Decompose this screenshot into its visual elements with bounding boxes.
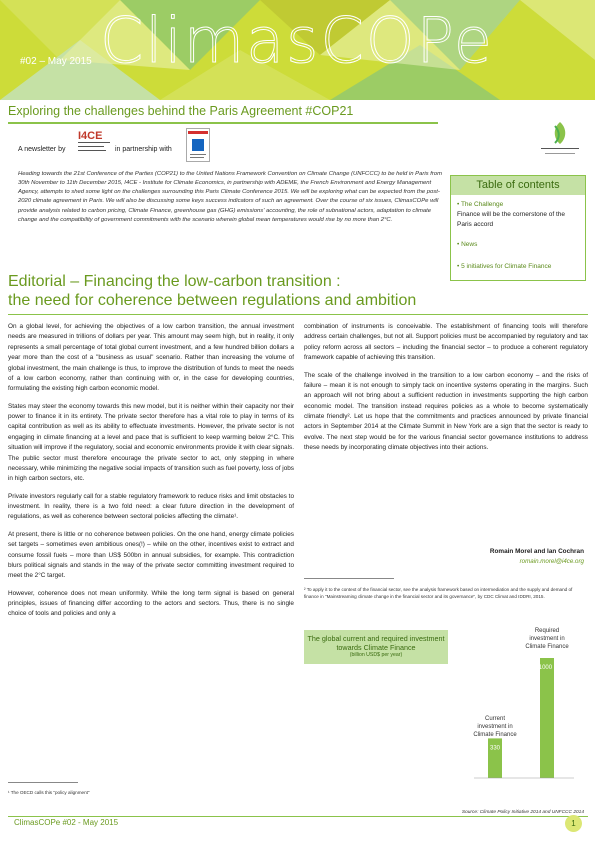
chart-category-label: Current bbox=[484, 716, 506, 722]
authors: Romain Morel and Ian Cochran bbox=[489, 548, 584, 555]
table-of-contents bbox=[450, 175, 586, 281]
footnote-2: ² To apply it to the context of the financial sector, see the analysis framework based on intermediation and the supply and demand of finance in "Mainstreaming climate change in the financial sector and its governance", by CDC Climat and IDDRI, 2015. bbox=[304, 587, 573, 599]
footnote-1: ¹ The OECD calls this "policy alignment" bbox=[8, 790, 90, 795]
chart-bar bbox=[540, 658, 554, 778]
chart-category-label: Climate Finance bbox=[525, 644, 569, 650]
newsletter-by-label: A newsletter by bbox=[18, 146, 66, 153]
tagline-divider bbox=[8, 122, 438, 124]
editorial-title-line2: the need for coherence between regulations and ambition bbox=[8, 292, 417, 310]
footer-label: ClimasCOPe #02 - May 2015 bbox=[14, 818, 119, 827]
footnote-divider bbox=[304, 578, 394, 579]
intro-paragraph: Heading towards the 21st Conference of the Parties (COP21) to the United Nations Framework Convention on Climate Change (UNFCCC) to be held in Paris from 30th November to 11th December 2015, I4CE - Institute for Climate Economics, in partnership with ADEME, the French Environment and Energy Management Agency, attempts to shed some light on the challenges surrounding this Paris Climate Conference 2015. We will be exploring what can be expected from the post-2020 climate agreement in Paris. We will also be discussing some keys success indicators of such an agreement. Over the course of six issues, ClimasCOPe will provide analysis related to carbon pricing, Climate Finance, greenhouse gas (GHG) emissions' accounting, the role of subnational actors, adaptation to climate change and the compatibility of government commitments with the scenario wherein global mean temperatures would rise by no more than 2°C. bbox=[18, 171, 442, 223]
paragraph: At present, there is little or no coherence between policies. On the one hand, energy climate policies set targets – sometimes even ambitious ones(!) – while on the other, incentives exist to extract and consume fossil fuels – more than US$ 500bn in annual subsidies, for example. This contradiction blurs political signals and stands in the way of the private sector committing investment required to meet the 2°C target. bbox=[8, 530, 294, 580]
chart-category-label: Climate Finance bbox=[473, 732, 517, 738]
ademe-logo bbox=[186, 128, 210, 162]
toc-item[interactable] bbox=[457, 240, 477, 250]
chart-title: The global current and required investment towards Climate Finance bbox=[307, 634, 445, 652]
toc-item-label: • The Challenge bbox=[457, 201, 504, 208]
chart-bar bbox=[488, 738, 502, 778]
toc-item[interactable] bbox=[457, 262, 551, 272]
editorial-left-column bbox=[8, 322, 294, 627]
partnership-label: in partnership with bbox=[115, 146, 172, 153]
paragraph: combination of instruments is conceivable. The establishment of financing tools will therefore address certain challenges, but not all. Support policies must be accompanied by regulatory and tax policy reform across all sectors – including the financial sector – to produce a coherent regulatory framework capable of achieving this transition. bbox=[304, 323, 588, 362]
toc-item[interactable] bbox=[457, 200, 579, 230]
logo-main: Climas bbox=[100, 4, 321, 77]
chart-category-label: investment in bbox=[529, 636, 565, 642]
chart-title-box bbox=[304, 630, 448, 664]
chart-value-label: 330 bbox=[489, 745, 501, 752]
paragraph: However, coherence does not mean uniformity. While the long term signal is based on general principles, issues of financing differ according to the actors and sectors. Thus, there is no single choice of tools and policies and only a bbox=[8, 589, 294, 618]
chart-value-label: 1000 + bbox=[538, 665, 558, 671]
tagline: Exploring the challenges behind the Paris Agreement #COP21 bbox=[8, 104, 354, 118]
page-number: 1 bbox=[565, 815, 582, 832]
issue-label: #02 – May 2015 bbox=[20, 56, 92, 67]
chart-source: Source: Climate Policy Initiative 2014 and UNFCCC 2014 bbox=[461, 810, 584, 815]
toc-item-label: • 5 initiatives for Climate Finance bbox=[457, 263, 552, 270]
header-banner bbox=[0, 0, 595, 100]
chart-subtitle: (billion USD$ per year) bbox=[349, 652, 403, 658]
toc-item-label: • News bbox=[457, 241, 478, 248]
author-email-link[interactable]: romain.morel@i4ce.org bbox=[519, 558, 584, 565]
paragraph: States may steer the economy towards this new model, but it is neither within their capacity nor their power to finance it in its entirety. The private sector therefore has a vital role to play in terms of its capital contribution as well as its ability to effectuate investments. However, the private sector is not engaging in climate financing at a level and pace that is sufficient to keep warming below 2°C. This situation will improve if the regulatory, social and economic environments provide it with clear signals. The public sector must therefore encourage the private sector to act, only stepping in where necessary, while minimizing the negative social impacts of transition such as fuel poverty, loss of jobs in high carbon sectors, etc. bbox=[8, 402, 294, 483]
editorial-title-line1: Editorial – Financing the low-carbon transition : bbox=[8, 273, 341, 290]
newsletter-logo bbox=[100, 4, 494, 77]
chart-category-label: investment in bbox=[477, 724, 513, 730]
svg-text:I4CE: I4CE bbox=[78, 130, 103, 142]
chart-category-label: Required bbox=[534, 628, 560, 634]
editorial-right-column bbox=[304, 322, 588, 461]
i4ce-logo bbox=[78, 128, 110, 158]
footnote-divider bbox=[8, 782, 78, 783]
toc-title: Table of contents bbox=[451, 176, 585, 195]
editorial-divider bbox=[8, 314, 588, 315]
paragraph: On a global level, for achieving the objectives of a low carbon transition, the annual investment needs are measured in trillions of dollars per year. This amount may seem high, but in reality, it only represents a small percentage of total global current investment, and a few hundred billion dollars a year more than the cost of a "business as usual" scenario. Rather than increasing the volume of global investment, the main challenge is thus, to improve the distribution of funds to meet the needs of a low carbon economy, rather than continuing with or, in the case for developing countries, formulating the existing high carbon economic model. bbox=[8, 323, 294, 393]
footer-divider bbox=[8, 816, 588, 817]
paragraph: The scale of the challenge involved in the transition to a low carbon economy – and the risks of failure – mean it is not enough to simply tack on incentive systems operating in the margins. Such an approach will not bring about a sufficient reduction in investments supporting the high carbon economic model. The transition instead requires policies as a whole to become systematically climate friendly². Let us hope that the commitments and practices announced by private financial actors in September 2014 at the Climate Summit in New York are a sign that the sector is ready to evolve. The next step would be for the various financial sector governance institutions to address these needs by incorporating climate objectives into their actions. bbox=[304, 371, 588, 452]
paragraph: Private investors regularly call for a stable regulatory framework to reduce risks and limit obstacles to investment. In reality, there is a two fold need: a clear future direction in the development of regulations, as well as coherence between sectoral policies affecting the climate¹. bbox=[8, 492, 294, 521]
toc-item-sub: Finance will be the cornerstone of the Paris accord bbox=[457, 211, 566, 229]
logo-accent: COPe bbox=[320, 4, 494, 77]
editorial-title bbox=[8, 272, 588, 310]
cop21-logo bbox=[535, 118, 585, 160]
